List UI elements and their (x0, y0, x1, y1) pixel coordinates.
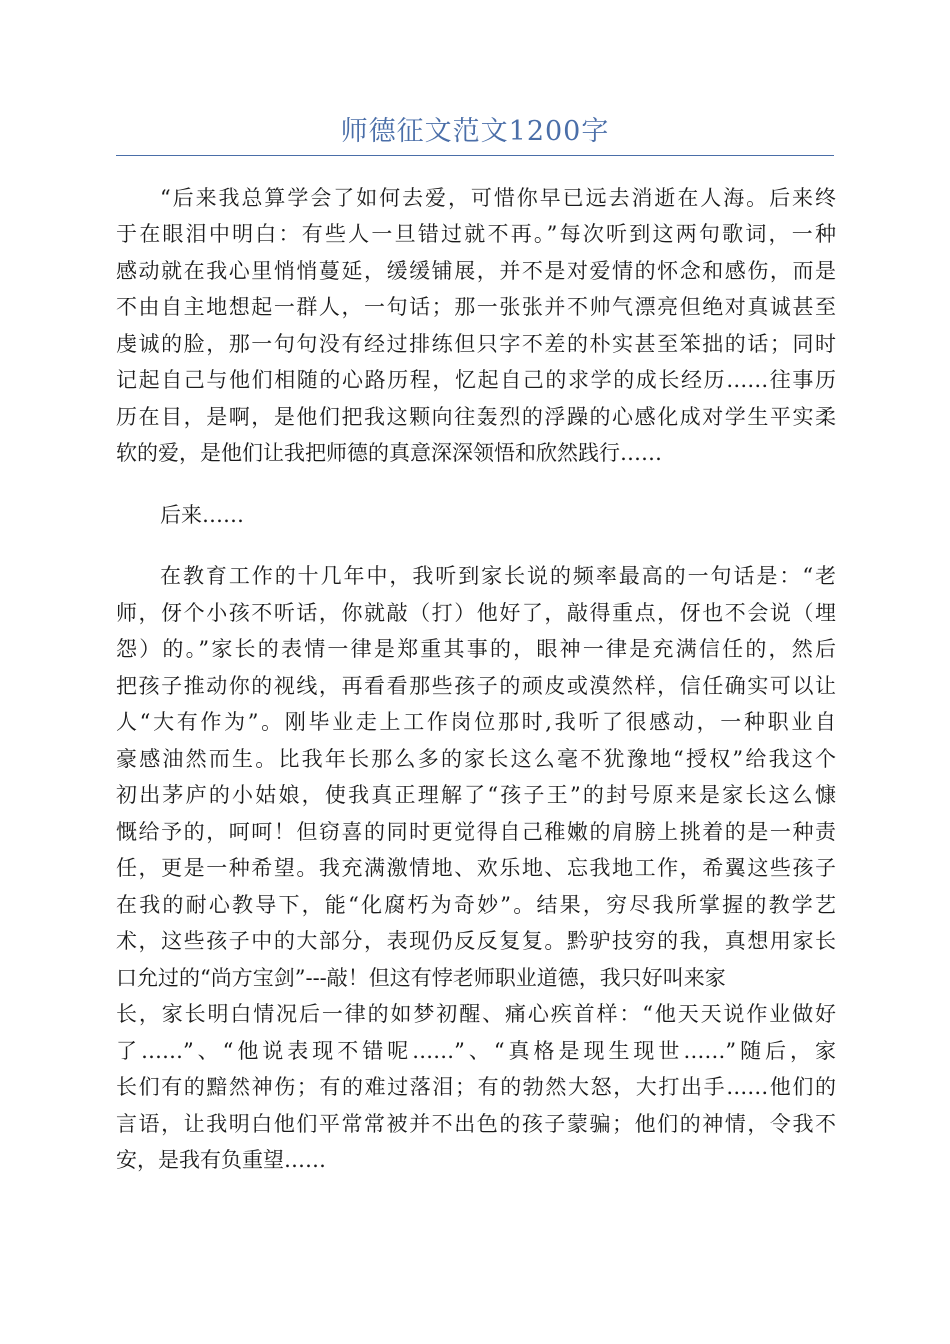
paragraph-1-line-3: 感动就在我心里悄悄蔓延，缓缓铺展，并不是对爱情的怀念和感伤，而是 (116, 259, 836, 283)
paragraph-3-line-7: 初出茅庐的小姑娘，使我真正理解了“孩子王”的封号原来是家长这么慷 (116, 783, 836, 807)
paragraph-3-line-3: 怨）的。”家长的表情一律是郑重其事的，眼神一律是充满信任的，然后 (116, 637, 836, 661)
paragraph-1-line-6: 记起自己与他们相随的心路历程，忆起自己的求学的成长经历……往事历 (116, 368, 836, 392)
paragraph-3-line-1: 在教育工作的十几年中，我听到家长说的频率最高的一句话是：“老 (160, 564, 836, 588)
paragraph-1-line-8: 软的爱，是他们让我把师德的真意深深领悟和欣然践行…… (116, 441, 662, 465)
paragraph-1-line-4: 不由自主地想起一群人，一句话；那一张张并不帅气漂亮但绝对真诚甚至 (116, 295, 836, 319)
paragraph-3-line-16: 言语，让我明白他们平常常被并不出色的孩子蒙骗；他们的神情，令我不 (116, 1112, 836, 1136)
paragraph-1-line-5: 虔诚的脸，那一句句没有经过排练但只字不差的朴实甚至笨拙的话；同时 (116, 332, 836, 356)
paragraph-3-line-12: 口允过的“尚方宝剑”---敲！但这有悖老师职业道德，我只好叫来家 (116, 966, 726, 990)
page-title: 师德征文范文1200字 (340, 116, 610, 147)
paragraph-3-line-11: 术，这些孩子中的大部分，表现仍反反复复。黔驴技穷的我，真想用家长 (116, 929, 836, 953)
title-underline (116, 155, 834, 156)
paragraph-3-line-10: 在我的耐心教导下，能“化腐朽为奇妙”。结果，穷尽我所掌握的教学艺 (116, 893, 836, 917)
paragraph-3-line-4: 把孩子推动你的视线，再看看那些孩子的顽皮或漠然样，信任确实可以让 (116, 674, 836, 698)
paragraph-3-line-13: 长，家长明白情况后一律的如梦初醒、痛心疾首样：“他天天说作业做好 (116, 1002, 836, 1026)
paragraph-3-line-5: 人“大有作为”。刚毕业走上工作岗位那时,我听了很感动，一种职业自 (116, 710, 836, 734)
paragraph-3-line-14: 了……”、“他说表现不错呢……”、“真格是现生现世……”随后，家 (116, 1039, 836, 1063)
paragraph-1-line-7: 历在目，是啊，是他们把我这颗向往轰烈的浮躁的心感化成对学生平实柔 (116, 405, 836, 429)
paragraph-3-line-6: 豪感油然而生。比我年长那么多的家长这么毫不犹豫地“授权”给我这个 (116, 747, 836, 771)
paragraph-3-line-15: 长们有的黯然神伤；有的难过落泪；有的勃然大怒，大打出手……他们的 (116, 1075, 836, 1099)
paragraph-3-line-8: 慨给予的，呵呵！但窃喜的同时更觉得自己稚嫩的肩膀上挑着的是一种责 (116, 820, 836, 844)
paragraph-3-line-17: 安，是我有负重望…… (116, 1148, 326, 1172)
paragraph-1-line-1: “后来我总算学会了如何去爱，可惜你早已远去消逝在人海。后来终 (160, 186, 836, 210)
paragraph-3-line-2: 师，伢个小孩不听话，你就敲（打）他好了，敲得重点，伢也不会说（埋 (116, 601, 836, 625)
paragraph-2-line-1: 后来…… (160, 503, 244, 527)
paragraph-1-line-2: 于在眼泪中明白：有些人一旦错过就不再。”每次听到这两句歌词，一种 (116, 222, 836, 246)
paragraph-3-line-9: 任，更是一种希望。我充满激情地、欢乐地、忘我地工作，希翼这些孩子 (116, 856, 836, 880)
